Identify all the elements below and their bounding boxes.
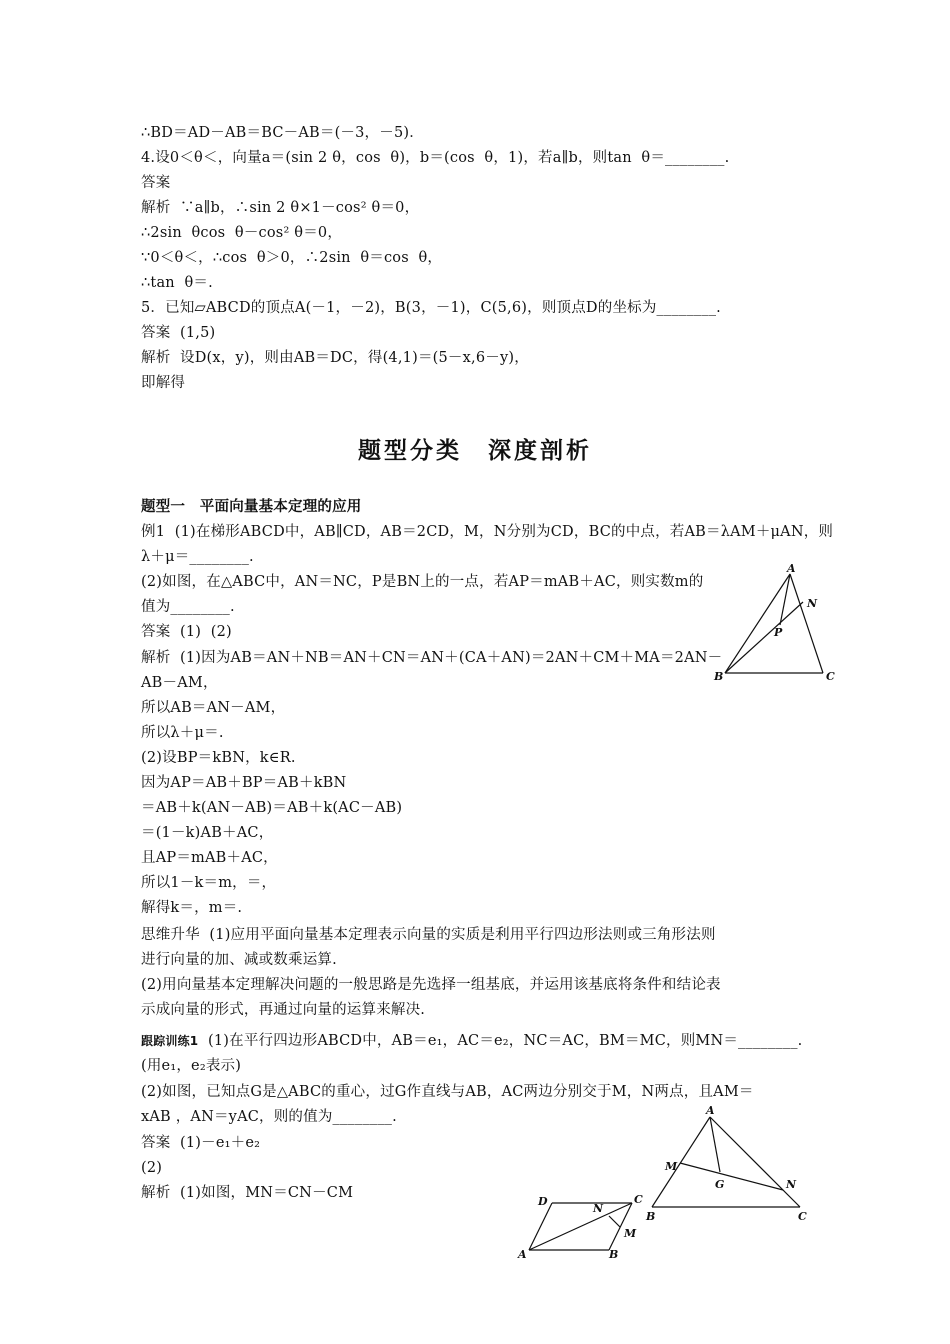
- label-A: A: [706, 1104, 715, 1117]
- label-M: M: [665, 1160, 678, 1173]
- triangle-figure-1: [708, 562, 848, 686]
- text-line: 进行向量的加、减或数乘运算.: [141, 952, 337, 968]
- text-line: ＝AB＋k(AN－AB)＝AB＋k(AC－AB): [141, 800, 403, 816]
- text-line: 因为AP＝AB＋BP＝AB＋kBN: [141, 775, 347, 791]
- label-D: D: [538, 1195, 548, 1208]
- label-C: C: [826, 670, 835, 683]
- text-line: 5．已知▱ABCD的顶点A(－1，－2)，B(3，－1)，C(5,6)，则顶点D的坐标为________.: [141, 300, 721, 316]
- label-N: N: [786, 1178, 797, 1191]
- section-heading: 题型分类 深度剖析: [358, 438, 592, 464]
- text-line: 解得k＝，m＝.: [141, 900, 243, 916]
- text-line: 答案 (1) (2): [141, 624, 232, 640]
- text-line: (2)如图，已知点G是△ABC的重心，过G作直线与AB，AC两边分别交于M，N两点，且AM＝: [141, 1084, 754, 1100]
- text-line: xAB ，AN＝yAC，则的值为________.: [141, 1109, 397, 1125]
- text-line: 解析 (1)因为AB＝AN＋NB＝AN＋CN＝AN＋(CA＋AN)＝2AN＋CM＋MA＝2AN－: [141, 650, 723, 666]
- label-P: P: [774, 626, 783, 639]
- label-N: N: [807, 597, 818, 610]
- label-B: B: [609, 1248, 619, 1261]
- text-line: 值为________.: [141, 599, 235, 615]
- text-line: (2): [141, 1160, 163, 1176]
- text-line: 且AP＝mAB＋AC，: [141, 850, 278, 866]
- topic-heading: 题型一 平面向量基本定理的应用: [141, 499, 362, 515]
- text-line: 即解得: [141, 375, 186, 391]
- text-line: ＝(1－k)AB＋AC，: [141, 825, 274, 841]
- text-line: 所以1－k＝m，＝，: [141, 875, 277, 891]
- text-line: AB－AM，: [141, 675, 218, 691]
- label-B: B: [646, 1210, 656, 1223]
- label-C: C: [798, 1210, 807, 1223]
- text-line: 解析 (1)如图，MN＝CN－CM: [141, 1185, 354, 1201]
- text-line: 所以λ＋μ＝.: [141, 725, 224, 741]
- text-line: ∵0＜θ＜，∴cos θ＞0，∴2sin θ＝cos θ，: [141, 250, 443, 266]
- text-line: 解析 ∵a∥b，∴sin 2 θ×1－cos² θ＝0，: [141, 200, 420, 216]
- label-M: M: [624, 1227, 637, 1240]
- text-line: 答案 (1)－e₁＋e₂: [141, 1135, 261, 1151]
- parallelogram-figure-3: [512, 1190, 647, 1262]
- text-line: 示成向量的形式，再通过向量的运算来解决.: [141, 1002, 426, 1018]
- text-line: 答案: [141, 175, 171, 191]
- text-line: ∴BD＝AD－AB＝BC－AB＝(－3，－5)．: [141, 125, 424, 141]
- label-A: A: [518, 1248, 527, 1261]
- text-line: 4.设0＜θ＜，向量a＝(sin 2 θ，cos θ)，b＝(cos θ，1)，若a∥b，则tan θ＝________.: [141, 150, 730, 166]
- text-line: ∴tan θ＝.: [141, 275, 213, 291]
- label-N: N: [593, 1202, 604, 1215]
- practice-tag: 跟踪训练1: [141, 1034, 199, 1048]
- text-line: 思维升华 (1)应用平面向量基本定理表示向量的实质是利用平行四边形法则或三角形法则: [141, 927, 716, 943]
- label-G: G: [715, 1178, 725, 1191]
- triangle-figure-2: [640, 1100, 815, 1226]
- text-line: (用e₁，e₂表示): [141, 1058, 242, 1074]
- practice-line: [141, 1031, 802, 1051]
- label-A: A: [787, 562, 796, 575]
- text-line: (2)如图，在△ABC中，AN＝NC，P是BN上的一点，若AP＝mAB＋AC，则实数m的: [141, 574, 704, 590]
- label-C: C: [634, 1193, 643, 1206]
- text-line: (2)设BP＝kBN，k∈R.: [141, 750, 296, 766]
- text-line: 所以AB＝AN－AM，: [141, 700, 286, 716]
- label-B: B: [714, 670, 724, 683]
- text-line: λ＋μ＝________.: [141, 549, 254, 565]
- practice-text: (1)在平行四边形ABCD中，AB＝e₁，AC＝e₂，NC＝AC，BM＝MC，则MN＝________.: [198, 1033, 803, 1049]
- text-line: 解析 设D(x，y)，则由AB＝DC，得(4,1)＝(5－x,6－y)，: [141, 350, 529, 366]
- text-line: 答案 (1,5): [141, 325, 216, 341]
- text-line: (2)用向量基本定理解决问题的一般思路是先选择一组基底，并运用该基底将条件和结论表: [141, 977, 721, 993]
- text-line: 例1 (1)在梯形ABCD中，AB∥CD，AB＝2CD，M，N分别为CD，BC的中点，若AB＝λAM＋μAN，则: [141, 524, 834, 540]
- text-line: ∴2sin θcos θ－cos² θ＝0，: [141, 225, 343, 241]
